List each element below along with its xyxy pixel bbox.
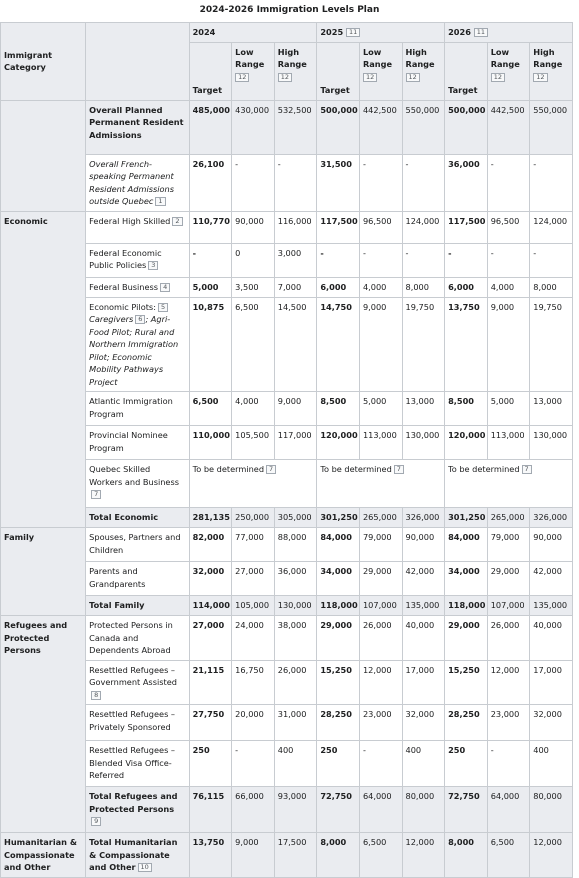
low-range-value: - <box>359 154 402 211</box>
target-value: 6,000 <box>445 277 488 297</box>
target-value: 500,000 <box>445 100 488 154</box>
table-row <box>1 562 573 596</box>
target-value: 82,000 <box>189 528 232 562</box>
immigration-levels-table <box>0 22 573 878</box>
reference-link[interactable]: 3 <box>148 261 158 270</box>
target-value: 29,000 <box>445 616 488 661</box>
target-value: 110,000 <box>189 426 232 460</box>
high-range-value: 124,000 <box>530 211 573 243</box>
high-range-value: 17,000 <box>530 660 573 705</box>
table-row <box>1 211 573 243</box>
row-label-text: Overall French-speaking Permanent Resident Admissions outside Quebec <box>89 158 174 206</box>
reference-link[interactable]: 4 <box>160 283 170 292</box>
target-value: 27,000 <box>189 616 232 661</box>
target-value: 31,500 <box>317 154 360 211</box>
row-label <box>86 833 189 878</box>
low-range-value: 9,000 <box>359 297 402 392</box>
header-target: Target <box>317 42 360 100</box>
high-range-value: 326,000 <box>530 508 573 528</box>
low-range-value: 105,000 <box>232 596 275 616</box>
table-row <box>1 741 573 787</box>
target-value: 84,000 <box>317 528 360 562</box>
low-range-value: 6,500 <box>359 833 402 878</box>
reference-link[interactable]: 7 <box>266 465 276 474</box>
high-range-value: 9,000 <box>274 392 317 426</box>
low-range-value: 4,000 <box>232 392 275 426</box>
reference-link[interactable]: 12 <box>235 73 249 82</box>
high-range-value: 8,000 <box>402 277 445 297</box>
low-range-value: 6,500 <box>487 833 530 878</box>
high-range-value: 32,000 <box>530 705 573 741</box>
low-range-value: 6,500 <box>232 297 275 392</box>
low-range-value: 107,000 <box>359 596 402 616</box>
high-range-value: 135,000 <box>530 596 573 616</box>
target-value: 72,750 <box>317 787 360 833</box>
high-range-value: 326,000 <box>402 508 445 528</box>
target-value: 32,000 <box>189 562 232 596</box>
tbd-cell <box>317 460 445 508</box>
target-value: 15,250 <box>317 660 360 705</box>
target-value: 13,750 <box>189 833 232 878</box>
row-label <box>86 154 189 211</box>
low-range-value: 442,500 <box>487 100 530 154</box>
year-label: 2026 <box>448 27 471 37</box>
target-value: 301,250 <box>445 508 488 528</box>
range-label: Low Range <box>362 46 393 69</box>
target-value: 27,750 <box>189 705 232 741</box>
table-row <box>1 660 573 705</box>
table-row <box>1 616 573 661</box>
high-range-value: 130,000 <box>274 596 317 616</box>
target-value: - <box>189 243 232 277</box>
high-range-value: 90,000 <box>530 528 573 562</box>
row-label-text: Quebec Skilled Workers and Business <box>89 464 179 487</box>
high-range-value: 116,000 <box>274 211 317 243</box>
row-label-text: Federal Economic Public Policies <box>89 247 162 270</box>
target-value: 28,250 <box>445 705 488 741</box>
high-range-value: 130,000 <box>530 426 573 460</box>
row-label-text: Spouses, Partners and Children <box>89 532 181 555</box>
row-label <box>86 741 189 787</box>
low-range-value: - <box>487 741 530 787</box>
table-row <box>1 833 573 878</box>
range-label: Low Range <box>490 46 520 69</box>
reference-link[interactable]: 10 <box>138 863 152 872</box>
low-range-value: - <box>232 741 275 787</box>
reference-link[interactable]: 9 <box>91 817 101 826</box>
low-range-value: 9,000 <box>232 833 275 878</box>
target-value: 117,500 <box>317 211 360 243</box>
high-range-value: 13,000 <box>402 392 445 426</box>
range-label: High Range <box>533 46 563 69</box>
row-label <box>86 660 189 705</box>
table-row <box>1 508 573 528</box>
low-range-value: 250,000 <box>232 508 275 528</box>
low-range-value: 442,500 <box>359 100 402 154</box>
row-label <box>86 705 189 741</box>
low-range-value: 113,000 <box>359 426 402 460</box>
target-value: - <box>445 243 488 277</box>
target-value: 301,250 <box>317 508 360 528</box>
low-range-value: 20,000 <box>232 705 275 741</box>
high-range-value: 117,000 <box>274 426 317 460</box>
target-value: 8,500 <box>317 392 360 426</box>
low-range-value: 107,000 <box>487 596 530 616</box>
low-range-value: 105,500 <box>232 426 275 460</box>
target-value: 500,000 <box>317 100 360 154</box>
row-label-text: Economic Pilots: <box>89 301 156 312</box>
high-range-value: 40,000 <box>402 616 445 661</box>
low-range-value: 12,000 <box>359 660 402 705</box>
low-range-value: 5,000 <box>359 392 402 426</box>
row-label-text: Atlantic Immigration Program <box>89 396 173 419</box>
header-target: Target <box>189 42 232 100</box>
year-label: 2024 <box>192 27 216 37</box>
target-value: 34,000 <box>317 562 360 596</box>
row-label-text: Total Economic <box>89 512 159 522</box>
target-value: 14,750 <box>317 297 360 392</box>
row-label <box>86 243 189 277</box>
category-cell: Economic <box>1 211 86 528</box>
range-label: High Range <box>405 46 435 69</box>
low-range-value: 27,000 <box>232 562 275 596</box>
high-range-value: 40,000 <box>530 616 573 661</box>
high-range-value: 550,000 <box>530 100 573 154</box>
row-label <box>86 787 189 833</box>
high-range-value: 19,750 <box>530 297 573 392</box>
low-range-value: 23,000 <box>359 705 402 741</box>
low-range-value: 29,000 <box>359 562 402 596</box>
header-year-2025 <box>317 23 445 43</box>
target-value: 72,750 <box>445 787 488 833</box>
target-value: 250 <box>445 741 488 787</box>
target-value: 28,250 <box>317 705 360 741</box>
target-value: - <box>317 243 360 277</box>
reference-link[interactable]: 6 <box>135 315 145 324</box>
reference-link[interactable]: 1 <box>155 197 165 206</box>
low-range-value: - <box>359 741 402 787</box>
target-value: 29,000 <box>317 616 360 661</box>
target-value: 15,250 <box>445 660 488 705</box>
range-label: Low Range <box>235 46 265 69</box>
high-range-value: 7,000 <box>274 277 317 297</box>
tbd-text: To be determined <box>192 464 265 474</box>
reference-link[interactable]: 12 <box>533 73 547 82</box>
row-label <box>86 616 189 661</box>
row-label-text: Provincial Nominee Program <box>89 430 168 453</box>
target-value: 8,000 <box>445 833 488 878</box>
table-caption: 2024-2026 Immigration Levels Plan <box>199 5 380 15</box>
high-range-value: 130,000 <box>402 426 445 460</box>
table-row <box>1 392 573 426</box>
high-range-value: 14,500 <box>274 297 317 392</box>
reference-link[interactable]: 8 <box>91 691 101 700</box>
low-range-value: 79,000 <box>487 528 530 562</box>
row-label-text: Parents and Grandparents <box>89 566 146 589</box>
low-range-value: 96,500 <box>359 211 402 243</box>
row-label-text: Federal Business <box>89 281 159 292</box>
high-range-value: 80,000 <box>402 787 445 833</box>
tbd-text: To be determined <box>448 464 520 474</box>
reference-link[interactable]: 7 <box>522 465 532 474</box>
target-value: 10,875 <box>189 297 232 392</box>
low-range-value: 66,000 <box>232 787 275 833</box>
target-value: 8,000 <box>317 833 360 878</box>
reference-link[interactable]: 12 <box>491 73 505 82</box>
reference-link[interactable]: 2 <box>172 217 182 226</box>
range-label: High Range <box>277 46 307 69</box>
table-row <box>1 460 573 508</box>
low-range-value: 79,000 <box>359 528 402 562</box>
table-row <box>1 596 573 616</box>
row-label-text: Resettled Refugees – Blended Visa Office-Referred <box>89 745 176 780</box>
low-range-value: 113,000 <box>487 426 530 460</box>
target-value: 250 <box>317 741 360 787</box>
high-range-value: 90,000 <box>402 528 445 562</box>
row-label-text: Protected Persons in Canada and Dependents Abroad <box>89 620 173 655</box>
header-high-range <box>402 42 445 100</box>
row-label-text: Total Humanitarian & Compassionate and Other <box>89 837 178 872</box>
low-range-value: 3,500 <box>232 277 275 297</box>
header-year-2026 <box>445 23 573 43</box>
target-value: 8,500 <box>445 392 488 426</box>
header-high-range <box>530 42 573 100</box>
row-label <box>86 297 189 392</box>
high-range-value: 8,000 <box>530 277 573 297</box>
row-label <box>86 426 189 460</box>
target-value: 114,000 <box>189 596 232 616</box>
target-value: 6,000 <box>317 277 360 297</box>
target-value: 110,770 <box>189 211 232 243</box>
target-value: 485,000 <box>189 100 232 154</box>
table-row <box>1 787 573 833</box>
reference-link[interactable]: 12 <box>406 73 420 82</box>
row-label <box>86 100 189 154</box>
high-range-value: 36,000 <box>274 562 317 596</box>
target-value: 6,500 <box>189 392 232 426</box>
target-value: 21,115 <box>189 660 232 705</box>
header-target: Target <box>445 42 488 100</box>
low-range-value: 64,000 <box>359 787 402 833</box>
high-range-value: - <box>530 243 573 277</box>
target-value: 84,000 <box>445 528 488 562</box>
target-value: 5,000 <box>189 277 232 297</box>
low-range-value: 430,000 <box>232 100 275 154</box>
high-range-value: - <box>274 154 317 211</box>
target-value: 117,500 <box>445 211 488 243</box>
low-range-value: 90,000 <box>232 211 275 243</box>
header-low-range <box>232 42 275 100</box>
high-range-value: 135,000 <box>402 596 445 616</box>
table-row <box>1 528 573 562</box>
target-value: 118,000 <box>317 596 360 616</box>
pilot-list-text: ; Agri-Food Pilot; Rural and Northern Immigration Pilot; Economic Mobility Pathways Project <box>89 314 179 387</box>
high-range-value: 305,000 <box>274 508 317 528</box>
high-range-value: 42,000 <box>530 562 573 596</box>
target-value: 34,000 <box>445 562 488 596</box>
high-range-value: 31,000 <box>274 705 317 741</box>
category-cell: Humanitarian & Compassionate and Other <box>1 833 86 878</box>
low-range-value: 26,000 <box>487 616 530 661</box>
category-cell <box>1 100 86 211</box>
high-range-value: 3,000 <box>274 243 317 277</box>
target-value: 250 <box>189 741 232 787</box>
tbd-cell <box>189 460 317 508</box>
high-range-value: - <box>530 154 573 211</box>
high-range-value: 400 <box>530 741 573 787</box>
target-value: 281,135 <box>189 508 232 528</box>
low-range-value: 4,000 <box>359 277 402 297</box>
low-range-value: 0 <box>232 243 275 277</box>
high-range-value: 32,000 <box>402 705 445 741</box>
low-range-value: 26,000 <box>359 616 402 661</box>
high-range-value: 17,000 <box>402 660 445 705</box>
high-range-value: 13,000 <box>530 392 573 426</box>
low-range-value: 9,000 <box>487 297 530 392</box>
low-range-value: 77,000 <box>232 528 275 562</box>
reference-link[interactable]: 7 <box>91 490 101 499</box>
row-label-text: Overall Planned Permanent Resident Admissions <box>89 104 184 140</box>
year-label: 2025 <box>320 27 344 37</box>
table-row <box>1 277 573 297</box>
high-range-value: 532,500 <box>274 100 317 154</box>
table-row <box>1 243 573 277</box>
high-range-value: 88,000 <box>274 528 317 562</box>
pilot-list-text: Caregivers <box>89 314 134 324</box>
category-cell: Family <box>1 528 86 616</box>
row-label-text: Federal High Skilled <box>89 215 171 226</box>
high-range-value: 12,000 <box>402 833 445 878</box>
low-range-value: 5,000 <box>487 392 530 426</box>
low-range-value: 16,750 <box>232 660 275 705</box>
reference-link[interactable]: 11 <box>346 28 360 37</box>
high-range-value: 400 <box>402 741 445 787</box>
reference-link[interactable]: 11 <box>474 28 488 37</box>
row-label <box>86 392 189 426</box>
reference-link[interactable]: 12 <box>278 73 292 82</box>
high-range-value: 19,750 <box>402 297 445 392</box>
high-range-value: 124,000 <box>402 211 445 243</box>
low-range-value: - <box>487 243 530 277</box>
header-low-range <box>359 42 402 100</box>
row-label-text: Total Family <box>89 600 145 610</box>
target-value: 118,000 <box>445 596 488 616</box>
high-range-value: 42,000 <box>402 562 445 596</box>
target-value: 36,000 <box>445 154 488 211</box>
low-range-value: 96,500 <box>487 211 530 243</box>
high-range-value: - <box>402 154 445 211</box>
target-value: 120,000 <box>317 426 360 460</box>
high-range-value: 12,000 <box>530 833 573 878</box>
target-value: 26,100 <box>189 154 232 211</box>
row-label-text: Resettled Refugees – Privately Sponsored <box>89 709 176 732</box>
target-value: 120,000 <box>445 426 488 460</box>
row-label <box>86 460 189 508</box>
table-row <box>1 426 573 460</box>
low-range-value: 29,000 <box>487 562 530 596</box>
high-range-value: 550,000 <box>402 100 445 154</box>
header-category: Immigrant Category <box>1 23 86 101</box>
row-label <box>86 508 189 528</box>
table-row <box>1 154 573 211</box>
table-row <box>1 705 573 741</box>
row-label <box>86 211 189 243</box>
tbd-cell <box>445 460 573 508</box>
row-label <box>86 596 189 616</box>
low-range-value: 24,000 <box>232 616 275 661</box>
table-row <box>1 100 573 154</box>
row-label <box>86 562 189 596</box>
row-label-text: Resettled Refugees – Government Assisted <box>89 664 177 687</box>
reference-link[interactable]: 7 <box>394 465 404 474</box>
low-range-value: 4,000 <box>487 277 530 297</box>
high-range-value: 400 <box>274 741 317 787</box>
low-range-value: 12,000 <box>487 660 530 705</box>
low-range-value: - <box>359 243 402 277</box>
high-range-value: 38,000 <box>274 616 317 661</box>
high-range-value: 93,000 <box>274 787 317 833</box>
table-row <box>1 297 573 392</box>
reference-link[interactable]: 12 <box>363 73 377 82</box>
high-range-value: 17,500 <box>274 833 317 878</box>
low-range-value: - <box>232 154 275 211</box>
header-blank <box>86 23 189 101</box>
high-range-value: - <box>402 243 445 277</box>
high-range-value: 80,000 <box>530 787 573 833</box>
tbd-text: To be determined <box>320 464 392 474</box>
row-label-text: Total Refugees and Protected Persons <box>89 791 178 814</box>
low-range-value: 265,000 <box>359 508 402 528</box>
header-high-range <box>274 42 317 100</box>
low-range-value: 23,000 <box>487 705 530 741</box>
target-value: 13,750 <box>445 297 488 392</box>
reference-link[interactable]: 5 <box>158 303 168 312</box>
high-range-value: 26,000 <box>274 660 317 705</box>
target-value: 76,115 <box>189 787 232 833</box>
header-low-range <box>487 42 530 100</box>
category-cell: Refugees and Protected Persons <box>1 616 86 833</box>
row-label <box>86 277 189 297</box>
low-range-value: - <box>487 154 530 211</box>
row-label <box>86 528 189 562</box>
low-range-value: 265,000 <box>487 508 530 528</box>
header-year-2024 <box>189 23 317 43</box>
low-range-value: 64,000 <box>487 787 530 833</box>
